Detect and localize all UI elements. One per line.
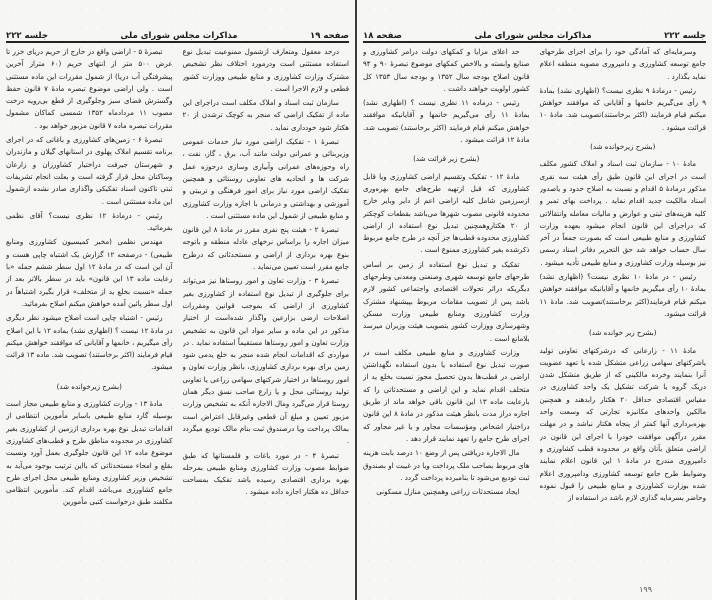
- page-header: [6, 27, 349, 43]
- paragraph: حد اعلای مزایا و کمکهای دولت درامر کشاورزی و صنایع وابسته و بالاخص کمکهای موضوع تبصرهٔ ۹۰ و ۹۴ قانون اصلاح بودجه سال ۱۳۵۲ و بودجه سال ۱۳۵۳ کل کشور اولویت خواهند داشت .: [363, 47, 530, 93]
- paragraph: مهندس نظمی (مخبر کمیسیون کشاورزی ومنابع طبیعی) - درصفحه ۱۲ گزارش یک اشتباه چاپی هست و آن این است که در مادهٔ ۱۲ اول سطر ششم جمله «با رعایت ماده ۱۳ این قانون» باید در سطر بالاتر بعد از جمله «نسبت بخلع ید از متخلف» قرار بگیرد اشتباهاً در اول سطر پائین آمده خواهش میکنم اصلاح بفرمائید.: [6, 237, 173, 308]
- session-number: جلسه ۲۲۲: [6, 31, 48, 41]
- page-number: صفحه ۱۸: [363, 31, 402, 41]
- paragraph: سازمان ثبت اسناد و املاک مکلف است دراجرای این ماده از تفکیک اراضی که منجر به کوچک ترشدن از ۲۰ هکتار شود خودداری نماید .: [182, 98, 349, 132]
- paragraph: تفکیک و تبدیل نوع استفاده از زمین بر اساس طرحهای جامع توسعه شهری وصنعتی ومعدنی وطرحهای دیگریکه دراثر تحولات اقتصادی واجتماعی کشور لازم باشد پس از تصویب مقامات مربوط بپیشنهاد مشترک وزارت کشاورزی ومنابع طبیعی وزارت مسکن وشهرسازی ووزارت کشور بتصویب هیئت وزیران میرسد بلامانع است .: [363, 259, 530, 343]
- note-3: تبصرهٔ ۳ - وزارت تعاون و امور روستاها نیز می‌تواند برای جلوگیری از تبدیل نوع استفاده از کشاورزی بغیر کشاورزی از اراضی که بموجب قوانین ومقررات اصلاحات ارضی بزارعین واگذار شده‌است از اختیار مذکور در این ماده و سایر مواد این قانون به تشخیص وزارت تعاون و امور روستاها مستقیماً استفاده نماید . در مواردی که اقدامات انجام شده منجر به خلع یدمی شود زمین برای بهره برداری کشاورزی، بانظر وزارت تعاون و امور روستاها در اختیار شرکتهای سهامی زراعی یا تعاونی تولید روستائی محل و یا زارع صاحب نسق دیگر همان روستا قرار می‌گیرد ومال الاجاره آنکه به تشخیص وزارت مزبور تعیین و مبلغ آن قطعی وغیرقابل اعتراض است بمالک پرداخت ویا درصندوق ثبت بنام مالک تودیع میگردد .: [182, 276, 349, 446]
- paragraph: مال الاجاره دریافتی پس از وضع ۱۰ درصد بابت هزینه های مربوط بصاحب ملک پرداخت ویا در غیبت او بصندوق ثبت تودیع می‌شود تا بنامبرده پرداخت گردد .: [363, 448, 530, 482]
- reading-note: (بشرح زیر خوانده شد): [588, 328, 657, 338]
- note-2: تبصرهٔ ۲ - هیئت پنج نفری مقرر در مادهٔ ۸ این قانون میزان اجاره را براساس نرخهای عادله منطقه و باتوجه بنوع بهره برداری از اراضی و مستحدثاتی که درطرح جامع مقرر است تعیین می‌نماید .: [182, 225, 349, 272]
- text-columns: [6, 46, 349, 592]
- paragraph: رئیس - درمادهٔ ۹ نظری نیست؟ (اظهاری نشد) بمادهٔ ۹ رأی می‌گیریم خانمها و آقایانی که موافقند خواهش میکنم قیام فرمایند (اکثر برخاستند)تصویب شد. مادهٔ ۱۰ قرائت میشود .: [539, 85, 706, 132]
- article-12: مادهٔ ۱۲ - تفکیک وتقسیم اراضی کشاورزی ویا قابل کشاورزی که قبل ازتهیه طرح‌های جامع بهره‌وری ازسرزمین شامل کلیه اراضی اعم از دایر وبایر خارج محدوده قانونی مصوب شهرها می‌باشد بقطعات کوچکتر از ۲۰ هکتاروهمچنین تبدیل نوع استفاده از اراضی کشاورزی محدوده قطب‌ها جز آنچه در طرح جامع مربوط ذکرشده بغیر کشاورزی ممنوع است .: [363, 171, 530, 255]
- reading-note: (بشرح زیرخوانده شد): [56, 381, 122, 391]
- note-1: تبصرهٔ ۱ - تفکیک اراضی مورد نیاز خدمات عمومی وزیربنائی و عمرانی دولت مانند آب، برق ، گاز، نفت ، راه وحوزه‌های عمرانی وآبیاری وسازی درحوزه عمل شرکت ها و اتحادیه های تعاونی روستائی و همچنین تفکیک اراضی مورد نیاز برای امور فرهنگی و تربیتی و آموزشی و بهداشتی و درمانی با اجازه وزارت کشاورزی و منابع طبیعی از شمول این ماده مستثنی است .: [182, 137, 349, 220]
- paragraph: رئیس - درمادهٔ ۱۲ نظری نیست؟ آقای نظمی بفرمائید.: [6, 210, 173, 233]
- footer-mark: ۱۹۹: [639, 585, 652, 594]
- reading-note: (بشرح زیرخوانده شد): [590, 142, 656, 152]
- session-number: جلسه ۲۲۲: [664, 31, 706, 41]
- article-10: مادهٔ ۱۰ - سازمان ثبت اسناد و املاک کشور مکلف است در اجرای این قانون طبق رأی هیئت سه نفری مذکور درمادهٔ ۵ اقدام و نسبت به اصلاح حدود و یاصدور اسناد مالکیت جدید اقدام نماید . پرداخت بهای تمبر و کلیه هزینه‌های ثبتی و عوارض و مالیات معامله وانتقالاتی که دراجرای این قانون انجام میشود بعهده وزارت کشاورزی و منابع طبیعی است که بصورت جمعاً در آخر سال حساب خواهد شد حق التحریر دفاتر اسناد رسمی نیز بوسیله وزارت کشاورزی و منابع طبیعی تأدیه میشود .: [539, 159, 706, 267]
- note-5: تبصرهٔ ۵ - اراضی واقع در خارج از حریم دریای خزر تا عرض ۵۰۰ متر از انتهای حریم (۶۰ متراز آخرین پیشرفتگی آب دریا) از شمول مقررات این ماده مستثنی است . ولی اراضی موضوع تبصره مادهٔ ۷ قانون حفظ وگسترش فضای سبز وجلوگیری از قطع بی‌رویه درخت مصوب ۱۱ مردادماه ۱۳۵۲ شمسی کماکان مشمول مقررات تبصره ماده ۷ قانون مزبور خواهد بود .: [6, 47, 173, 130]
- page-number: صفحه ۱۹: [310, 31, 349, 41]
- paragraph: ایجاد مستحدثات زراعی وهمچنین منازل مسکونی: [376, 487, 520, 497]
- paragraph: رئیس - اشتباه چاپی است اصلاح میشود نظر دیگری در مادهٔ ۱۲ نیست ؟ (اظهاری نشد) بماده ۱۲ با این اصلاح رأی میگیریم ، خانمها و آقایانی که موافقند خواهش میکنم قیام فرمایند (اکثر برخاستند) تصویب شد. ماده ۱۳ قرائت میشود.: [6, 313, 173, 372]
- column-left: [6, 46, 173, 592]
- page-title: مذاکرات مجلس شورای ملی: [474, 31, 592, 41]
- note-6: تبصرهٔ ۶ - زمین‌های کشاورزی و باغاتی که در اجرای برنامه تقسیم املاک پهلوی در استانهای گیلان و مازندران و شهرستان جیرفت دراختیار کشاورزان و زارعان وساکنان محل قرار گرفته است و بعلت انجام تشریفات ثبتی تاکنون اسناد تفکیکی واگذاری صادر نشده ازشمول این ماده مستثنی است .: [6, 135, 173, 206]
- column-right: [540, 46, 707, 592]
- paragraph: وسرمایه‌ای که آمادگی خود را برای اجرای طرحهای جامع توسعه کشاورزی و دامپروری مصوبه منطقه اعلام نماید بگذارد .: [539, 47, 706, 81]
- paragraph: رئیس - در مادهٔ ۱۰ نظری نیست؟ (اظهاری نشد) بمادهٔ ۱۰ رأی میگیریم خانمها و آقایانیکه موافقند خواهش میکنم قیام فرمایند(اکثر برخاستند)تصویب شد. مادهٔ ۱۱ قرائت میشود.: [539, 272, 706, 318]
- note-4: تبصرهٔ ۴ - در مورد باغات و قلمستانها که طبق ضوابط مصوب وزارت کشاورزی ومنابع طبیعی بمرحله بهره برداری اقتصادی رسیده باشد تفکیک بمساحت حداقل ده هکتار اجازه داده میشود .: [182, 450, 349, 497]
- article-13: مادهٔ ۱۳ - وزارت کشاورزی و منابع طبیعی مجاز است بوسیله گارد منابع طبیعی باسایر مأمورین انتظامی از اقدامات تبدیل نوع بهره برداری اززمین از کشاورزی بغیر کشاورزی در محدوده مناطق طرح و قطب‌های کشاورزی موضوع ماده ۱۲ این قانون جلوگیری بعمل آورد ونسبت بقلع و امحاء مستحدثاتی که بااین ترتیب بوجود می‌آید به تشخیص وزیر کشاورزی ومنابع طبیعی محل اجرای طرح جامع کشاورزی می‌باشد اقدام کند. مأمورین انتظامی مکلفند طبق درخواست کتبی مأمورین: [6, 399, 173, 507]
- page-title: مذاکرات مجلس شورای ملی: [120, 31, 238, 41]
- page-19: [0, 0, 355, 600]
- column-right: [183, 46, 350, 592]
- page-18: [355, 0, 712, 600]
- paragraph: درحد معقول ومتعارف ازشمول ممنوعیت تبدیل نوع استفاده مستثنی است ودرمورد اختلاف نظر تشخیص مشترک وزارت کشاورزی و منابع طبیعی ووزارت کشور قطعی و لازم الاجرا است .: [182, 47, 349, 93]
- reading-note: (بشرح زیر قرائت شد): [413, 154, 480, 164]
- column-left: [363, 46, 530, 592]
- page-header: [363, 27, 706, 43]
- article-11: مادهٔ ۱۱ - زارعانی که درشرکتهای تعاونی تولید یاشرکتهای سهامی زراعی متشکل شده یا تعهد عضویت آنرا بنمایند وخرده مالکینی که از طریق متشکل شدن دریک گروه یا شرکت تشکیل یک واحد کشاورزی در مقیاس اقتصادی حداقل ۲۰ هکتار رابدهند و همچنین مالکین واحدهای مکانیزه تجارتی که وسعت واحد بهره‌برداری آنها کمتر از پنجاه هکتار نباشد و در مهلت مقرر درآگهی موافقت خودرا با اجرای این قانون در اراضی متعلق بآنان واقع در محدوده قطب کشاورزی و دامپروری مندرج در مادهٔ ۱ این قانون اعلام نمایند وضوابط طرح جامع توسعه کشاورزی ودامپروری اعلام شده بوزارت کشاورزی و منابع طبیعی را قبول نموده وحاضر بسرمایه گذاری لازم باشد در استفاده از: [539, 345, 706, 503]
- text-columns: [363, 46, 706, 592]
- paragraph: وزارت کشاورزی و منابع طبیعی مکلف است در صورت تبدیل نوع استفاده یا بدون استفاده نگهداشتن اراضی در قطب‌ها بدون تحصیل مجوز نسبت بخلع ید از متخلف اقدام نماید و این اراضی و مستحدثاتی را که بارعایت ماده ۱۳ این قانون باقی خواهد ماند از طریق اجاره دراز مدت بانظر هیئت مذکور در مادهٔ ۸ این قانون دراختیار اشخاص ومؤسسات مجاور و یا غیر مجاور که اجرای طرح جامع را تعهد نمایند قرار دهد .: [363, 347, 530, 443]
- paragraph: رئیس - درماده ۱۱ نظری نیست ؟ (اظهاری نشد) بمادهٔ ۱۱ رأی می‌گیریم خانمها و آقایانیکه موافقند خواهش میکنم قیام فرمایند (اکثر برخاستند) تصویب شد. مادهٔ ۱۲ قرائت میشود .: [363, 98, 530, 145]
